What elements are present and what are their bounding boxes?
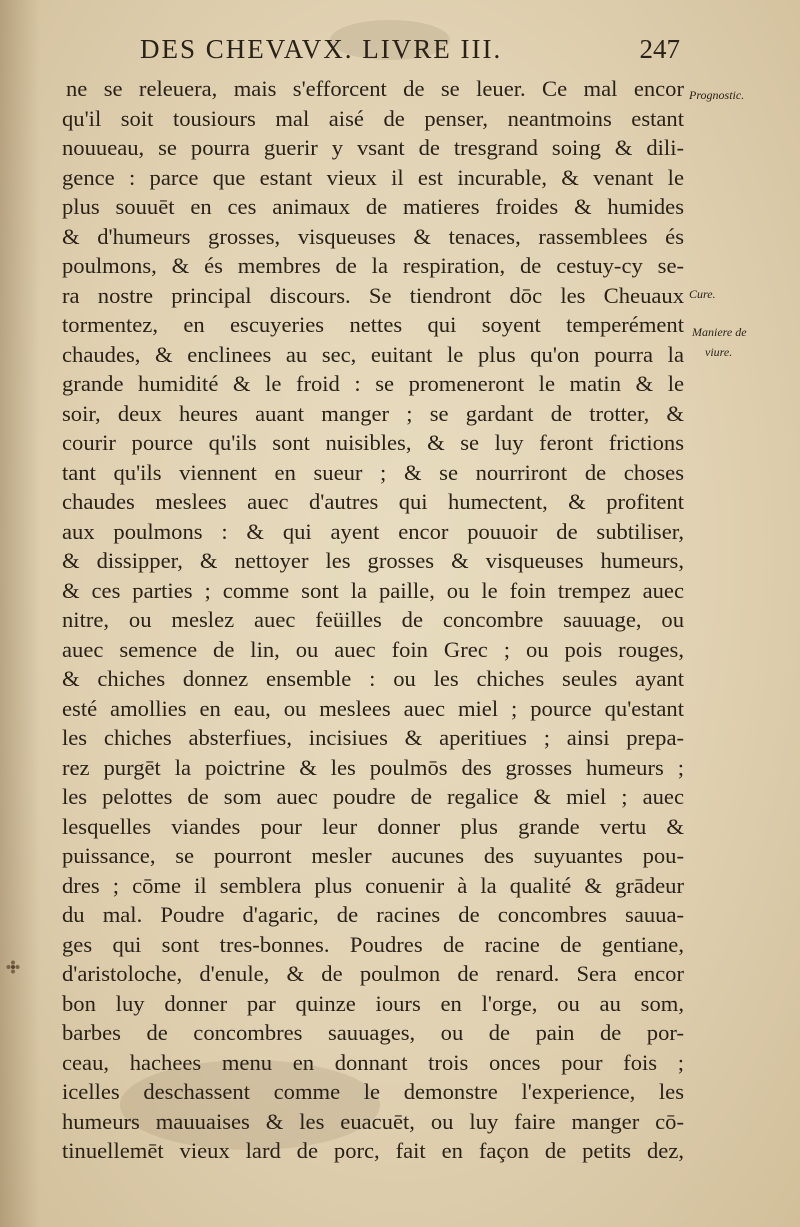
text-line: esté amollies en eau, ou meslees auec miel ; pource qu'estant bbox=[62, 695, 684, 721]
text-line: puissance, se pourront mesler aucunes des suyuantes pou- bbox=[62, 843, 684, 868]
text-line: & d'humeurs grosses, visqueuses & tenaces, rassemblees és bbox=[62, 223, 684, 249]
text-line: chaudes meslees auec d'autres qui humectent, & profitent bbox=[62, 489, 684, 514]
text-line: icelles deschassent comme le demonstre l'experience, les bbox=[62, 1079, 684, 1104]
text-line: barbes de concombres sauuages, ou de pain de por- bbox=[62, 1020, 684, 1045]
text-line: ne se releuera, mais s'efforcent de se leuer. Ce mal encor bbox=[66, 76, 684, 101]
text-line: nouueau, se pourra guerir y vsant de tresgrand soing & dili- bbox=[62, 135, 684, 160]
text-line: humeurs mauuaises & les euacuēt, ou luy faire manger cō- bbox=[62, 1108, 684, 1134]
text-line: lesquelles viandes pour leur donner plus grande vertu & bbox=[62, 813, 684, 839]
page-header bbox=[140, 34, 680, 74]
page-number: 247 bbox=[639, 34, 680, 64]
text-line: les pelottes de som auec poudre de regalice & miel ; auec bbox=[62, 784, 684, 809]
text-line: qu'il soit tousiours mal aisé de penser, neantmoins estant bbox=[62, 105, 684, 131]
text-line: poulmons, & és membres de la respiration, de cestuy-cy se- bbox=[62, 253, 684, 278]
text-line: tormentez, en escuyeries nettes qui soyent temperément bbox=[62, 312, 684, 337]
text-line: auec semence de lin, ou auec foin Grec ; ou pois rouges, bbox=[62, 636, 684, 662]
marginal-note-prognostic: Prognostic. bbox=[689, 88, 745, 102]
text-line: aux poulmons : & qui ayent encor pouuoir de subtiliser, bbox=[62, 518, 684, 544]
text-line: soir, deux heures auant manger ; se gardant de trotter, & bbox=[62, 400, 684, 426]
text-line: courir pource qu'ils sont nuisibles, & se luy feront frictions bbox=[62, 430, 684, 455]
marginal-note-viure: viure. bbox=[705, 345, 733, 359]
running-title: DES CHEVAVX. LIVRE III. bbox=[140, 34, 503, 64]
text-line: ceau, hachees menu en donnant trois onces pour fois ; bbox=[62, 1049, 684, 1075]
marginal-note-maniere: Maniere de bbox=[692, 325, 747, 339]
text-line: tinuellemēt vieux lard de porc, fait en façon de petits dez, bbox=[62, 1138, 684, 1163]
text-line: plus souuēt en ces animaux de matieres froides & humides bbox=[62, 194, 684, 219]
gutter-shadow bbox=[0, 0, 40, 1227]
text-line: d'aristoloche, d'enule, & de poulmon de renard. Sera encor bbox=[62, 961, 684, 986]
text-line: grande humidité & le froid : se promeneront le matin & le bbox=[62, 371, 684, 396]
text-line: les chiches absterfiues, incisiues & aperitiues ; ainsi prepa- bbox=[62, 725, 684, 750]
marginal-note-cure: Cure. bbox=[689, 287, 716, 301]
text-line: & ces parties ; comme sont la paille, ou le foin trempez auec bbox=[62, 577, 684, 603]
text-line: & dissipper, & nettoyer les grosses & visqueuses humeurs, bbox=[62, 548, 684, 573]
body-text bbox=[62, 74, 684, 1166]
text-line: ges qui sont tres-bonnes. Poudres de racine de gentiane, bbox=[62, 931, 684, 957]
text-line: ra nostre principal discours. Se tiendront dōc les Cheuaux bbox=[62, 282, 684, 308]
text-line: du mal. Poudre d'agaric, de racines de concombres sauua- bbox=[62, 902, 684, 927]
text-line: & chiches donnez ensemble : ou les chiches seules ayant bbox=[62, 666, 684, 691]
text-line: rez purgēt la poictrine & les poulmōs des grosses humeurs ; bbox=[62, 754, 684, 780]
text-line: nitre, ou meslez auec feüilles de concombre sauuage, ou bbox=[62, 607, 684, 632]
text-line: tant qu'ils viennent en sueur ; & se nourriront de choses bbox=[62, 459, 684, 485]
printer-ornament-icon bbox=[6, 960, 20, 974]
text-line: dres ; cōme il semblera plus conuenir à la qualité & grādeur bbox=[62, 872, 684, 898]
text-line: gence : parce que estant vieux il est incurable, & venant le bbox=[62, 164, 684, 190]
text-line: chaudes, & enclinees au sec, euitant le plus qu'on pourra la bbox=[62, 341, 684, 367]
text-line: bon luy donner par quinze iours en l'orge, ou au som, bbox=[62, 990, 684, 1016]
